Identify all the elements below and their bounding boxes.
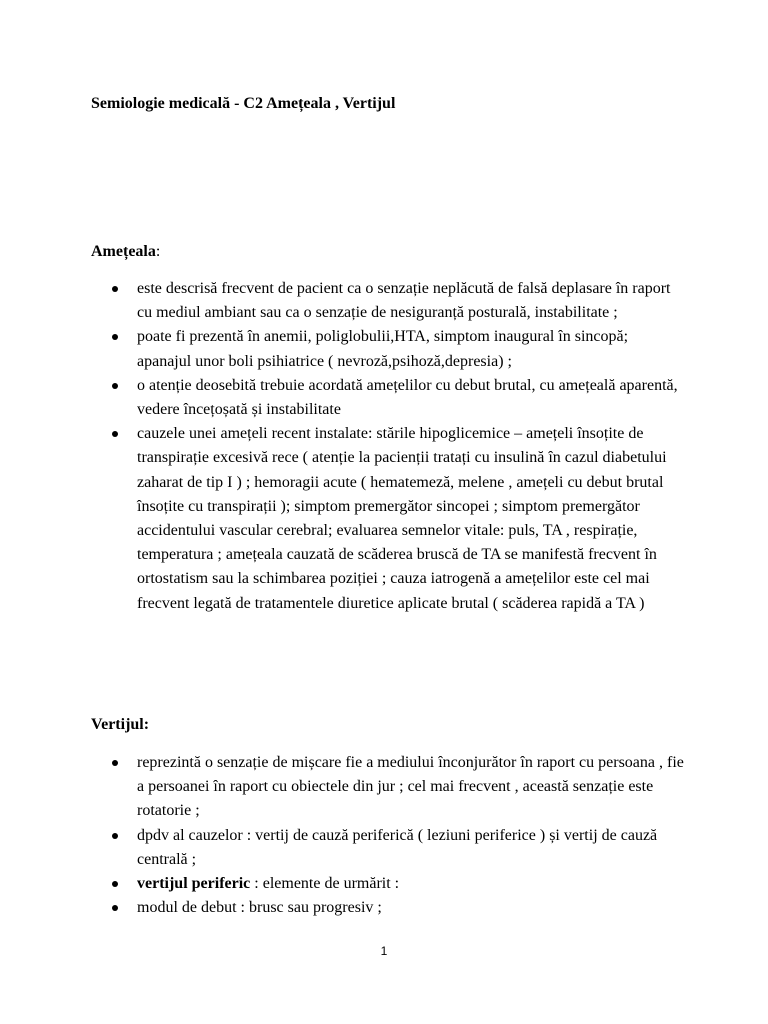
list-item	[137, 896, 685, 920]
list-item-text: cauzele unei amețeli recent instalate: stările hipoglicemice – amețeli însoțite de transpirație excesivă rece ( atenție la pacienții tratați cu insulină în cazul diabetului zaharat de tip I ) ; hemoragii acute ( hematemeză, melene , amețeli cu debut brutal însoțite cu transpirații ); simptom premergător sincopei ; simptom premergător accidentului vascular cerebral; evaluarea semnelor vitale: puls, TA , respirație, temperatura ; amețeala cauzată de scăderea bruscă de TA se manifestă frecvent în ortostatism sau la schimbarea poziției ; cauza iatrogenă a amețelilor este cel mai frecvent legată de tratamentele diuretice aplicate brutal ( scăderea rapidă a TA )	[137, 425, 667, 612]
list-item-text: modul de debut : brusc sau progresiv ;	[137, 899, 382, 917]
section-heading-ameteala-colon: :	[155, 243, 161, 260]
list-item	[137, 422, 685, 616]
list-item-text: poate fi prezentă în anemii, poliglobulii,HTA, simptom inaugural în sincopă; apanajul unor boli psihiatrice ( nevroză,psihoză,depresia) ;	[137, 328, 629, 370]
bullet-dot-icon	[112, 905, 118, 911]
bullet-dot-icon	[112, 833, 118, 839]
bullet-dot-icon	[112, 881, 118, 887]
list-item-text: dpdv al cauzelor : vertij de cauză periferică ( leziuni periferice ) și vertij de cauză centrală ;	[137, 826, 658, 868]
bullet-dot-icon	[112, 760, 118, 766]
list-item-text: reprezintă o senzație de mișcare fie a mediului înconjurător în raport cu persoana , fie a persoanei în raport cu obiectele din jur ; cel mai frecvent , această senzație este rotatorie ;	[137, 754, 684, 820]
section-heading-ameteala	[91, 242, 160, 262]
bullet-dot-icon	[112, 286, 118, 292]
document-title: Semiologie medicală - C2 Amețeala , Vertijul	[91, 95, 396, 112]
bullet-dot-icon	[112, 334, 118, 340]
bullet-dot-icon	[112, 383, 118, 389]
list-item-bold-text: vertijul periferic	[137, 875, 251, 893]
ameteala-bullet-list	[0, 277, 768, 616]
list-item	[137, 751, 685, 824]
page-number: 1	[380, 944, 388, 958]
list-item-text: o atenție deosebită trebuie acordată amețelilor cu debut brutal, cu amețeală aparentă, vedere încețoșată și instabilitate	[137, 376, 678, 419]
list-item	[137, 325, 685, 373]
list-item	[137, 277, 685, 325]
list-item	[137, 374, 685, 422]
section-heading-vertijul: Vertijul:	[91, 716, 150, 733]
list-item-text: : elemente de urmărit :	[250, 875, 400, 893]
list-item-text: este descrisă frecvent de pacient ca o senzație neplăcută de falsă deplasare în raport cu mediul ambiant sau ca o senzație de nesiguranță posturală, instabilitate ;	[137, 280, 671, 322]
vertijul-bullet-list	[0, 751, 768, 920]
list-item	[137, 824, 685, 872]
section-heading-ameteala-text: Amețeala	[91, 243, 156, 260]
bullet-dot-icon	[112, 431, 118, 437]
list-item	[137, 872, 685, 896]
